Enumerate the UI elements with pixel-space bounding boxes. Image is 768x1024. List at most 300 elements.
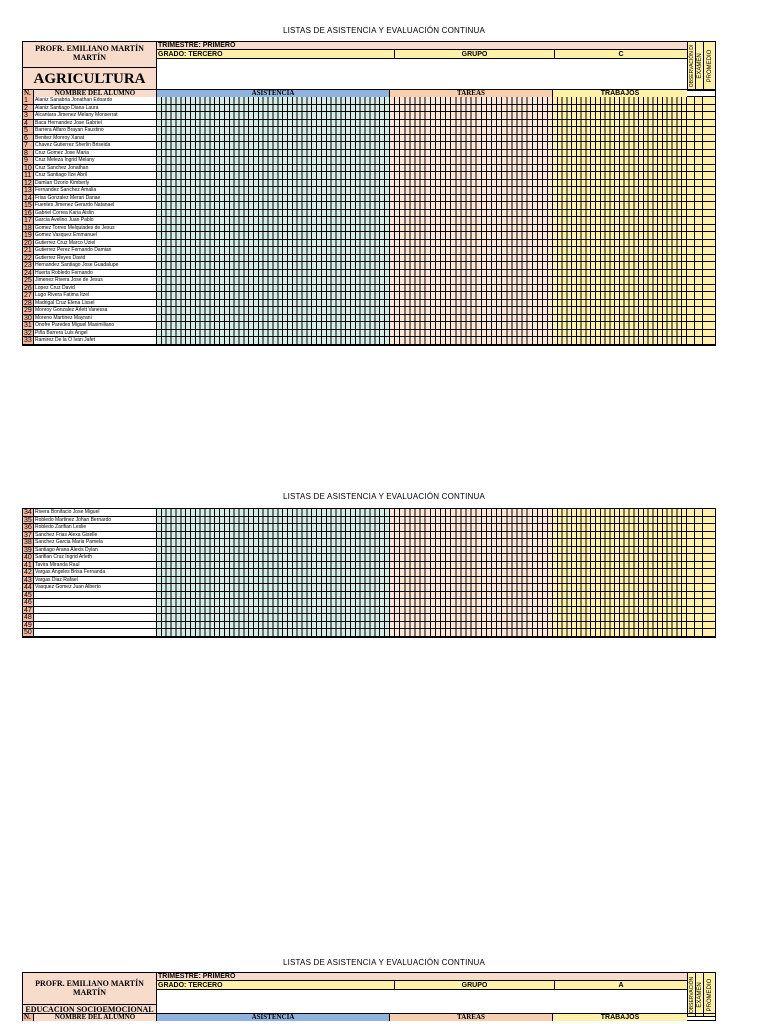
student-name: Gutierrez Perez Fernando Damian — [34, 247, 157, 254]
attendance-cells[interactable] — [157, 554, 390, 561]
work-cells[interactable] — [553, 524, 687, 531]
average-cell[interactable] — [703, 240, 715, 247]
average-cell[interactable] — [703, 277, 715, 284]
work-cells[interactable] — [553, 562, 687, 569]
attendance-cells[interactable] — [157, 322, 390, 329]
average-cell[interactable] — [703, 255, 715, 262]
average-cell[interactable] — [703, 292, 715, 299]
work-cells[interactable] — [553, 225, 687, 232]
col-homework-header: TAREAS — [390, 90, 553, 97]
homework-cells[interactable] — [390, 300, 553, 307]
average-cell[interactable] — [703, 562, 715, 569]
work-cells[interactable] — [553, 105, 687, 112]
homework-cells[interactable] — [390, 607, 553, 614]
work-cells[interactable] — [553, 509, 687, 516]
homework-cells[interactable] — [390, 292, 553, 299]
column-headers — [22, 89, 716, 97]
homework-cells[interactable] — [390, 330, 553, 337]
attendance-cells[interactable] — [157, 569, 390, 576]
student-number: 42 — [23, 569, 34, 576]
average-cell[interactable] — [703, 120, 715, 127]
student-row — [23, 112, 715, 120]
work-cells[interactable] — [553, 300, 687, 307]
homework-cells[interactable] — [390, 614, 553, 621]
work-cells[interactable] — [553, 255, 687, 262]
student-number: 36 — [23, 524, 34, 531]
attendance-cells[interactable] — [157, 300, 390, 307]
attendance-cells[interactable] — [157, 607, 390, 614]
homework-cells[interactable] — [390, 180, 553, 187]
attendance-cells[interactable] — [157, 599, 390, 606]
homework-cells[interactable] — [390, 509, 553, 516]
exam-cell[interactable] — [687, 285, 703, 292]
student-number: 48 — [23, 614, 34, 621]
homework-cells[interactable] — [390, 307, 553, 314]
student-name: Cruz Meleza Ingrid Melany — [34, 157, 157, 164]
exam-cell[interactable] — [687, 524, 703, 531]
homework-cells[interactable] — [390, 217, 553, 224]
homework-cells[interactable] — [390, 97, 553, 104]
homework-cells[interactable] — [390, 532, 553, 539]
exam-cell[interactable] — [687, 614, 703, 621]
work-cells[interactable] — [553, 292, 687, 299]
homework-cells[interactable] — [390, 524, 553, 531]
homework-cells[interactable] — [390, 592, 553, 599]
average-cell[interactable] — [703, 599, 715, 606]
homework-cells[interactable] — [390, 517, 553, 524]
attendance-cells[interactable] — [157, 315, 390, 322]
average-cell[interactable] — [703, 135, 715, 142]
attendance-cells[interactable] — [157, 584, 390, 591]
student-name: Sanchez Garcia Maria Pamela — [34, 539, 157, 546]
attendance-cells[interactable] — [157, 105, 390, 112]
homework-cells[interactable] — [390, 270, 553, 277]
homework-cells[interactable] — [390, 562, 553, 569]
average-cell[interactable] — [703, 195, 715, 202]
work-cells[interactable] — [553, 614, 687, 621]
exam-cell[interactable] — [687, 322, 703, 329]
exam-cell[interactable] — [687, 270, 703, 277]
exam-cell[interactable] — [687, 120, 703, 127]
exam-cell[interactable] — [687, 629, 703, 636]
average-cell[interactable] — [703, 202, 715, 209]
exam-cell[interactable] — [687, 577, 703, 584]
attendance-cells[interactable] — [157, 97, 390, 104]
exam-cell[interactable] — [687, 547, 703, 554]
exam-cell[interactable] — [687, 142, 703, 149]
attendance-cells[interactable] — [157, 292, 390, 299]
work-cells[interactable] — [553, 532, 687, 539]
exam-cell[interactable] — [687, 187, 703, 194]
attendance-cells[interactable] — [157, 509, 390, 516]
student-name — [34, 614, 157, 621]
average-cell[interactable] — [703, 337, 715, 344]
average-cell[interactable] — [703, 532, 715, 539]
average-cell[interactable] — [703, 584, 715, 591]
attendance-cells[interactable] — [157, 270, 390, 277]
average-cell[interactable] — [703, 232, 715, 239]
attendance-sheet-1-continued — [22, 508, 716, 638]
work-cells[interactable] — [553, 112, 687, 119]
average-cell[interactable] — [703, 285, 715, 292]
work-cells[interactable] — [553, 195, 687, 202]
average-cell[interactable] — [703, 217, 715, 224]
student-name — [34, 607, 157, 614]
attendance-cells[interactable] — [157, 330, 390, 337]
homework-cells[interactable] — [390, 142, 553, 149]
attendance-cells[interactable] — [157, 262, 390, 269]
work-cells[interactable] — [553, 165, 687, 172]
homework-cells[interactable] — [390, 187, 553, 194]
student-row — [23, 577, 715, 585]
homework-cells[interactable] — [390, 577, 553, 584]
attendance-cells[interactable] — [157, 532, 390, 539]
average-cell[interactable] — [703, 150, 715, 157]
average-cell[interactable] — [703, 270, 715, 277]
average-cell[interactable] — [703, 622, 715, 629]
student-row — [23, 157, 715, 165]
exam-cell[interactable] — [687, 307, 703, 314]
average-cell[interactable] — [703, 172, 715, 179]
attendance-cells[interactable] — [157, 247, 390, 254]
homework-cells[interactable] — [390, 135, 553, 142]
exam-cell[interactable] — [687, 517, 703, 524]
student-number: 32 — [23, 330, 34, 337]
observation-label: OBSERVACIÓN DI — [688, 44, 695, 88]
exam-cell[interactable] — [687, 569, 703, 576]
work-cells[interactable] — [553, 577, 687, 584]
average-cell[interactable] — [703, 524, 715, 531]
attendance-cells[interactable] — [157, 180, 390, 187]
work-cells[interactable] — [553, 322, 687, 329]
attendance-cells[interactable] — [157, 172, 390, 179]
attendance-cells[interactable] — [157, 517, 390, 524]
exam-cell[interactable] — [687, 337, 703, 344]
homework-cells[interactable] — [390, 622, 553, 629]
work-cells[interactable] — [553, 277, 687, 284]
student-number: 37 — [23, 532, 34, 539]
average-cell[interactable] — [703, 165, 715, 172]
work-cells[interactable] — [553, 217, 687, 224]
homework-cells[interactable] — [390, 232, 553, 239]
work-cells[interactable] — [553, 180, 687, 187]
exam-cell[interactable] — [687, 165, 703, 172]
student-row — [23, 195, 715, 203]
average-cell[interactable] — [703, 187, 715, 194]
average-cell[interactable] — [703, 262, 715, 269]
work-cells[interactable] — [553, 262, 687, 269]
homework-cells[interactable] — [390, 262, 553, 269]
work-cells[interactable] — [553, 517, 687, 524]
work-cells[interactable] — [553, 202, 687, 209]
work-cells[interactable] — [553, 270, 687, 277]
average-cell[interactable] — [703, 547, 715, 554]
student-row — [23, 622, 715, 630]
attendance-cells[interactable] — [157, 240, 390, 247]
exam-cell[interactable] — [687, 217, 703, 224]
exam-cell[interactable] — [687, 277, 703, 284]
exam-cell[interactable] — [687, 315, 703, 322]
student-row — [23, 292, 715, 300]
student-number: 27 — [23, 292, 34, 299]
col-name-header-2: NOMBRE DEL ALUMNO — [34, 1014, 157, 1021]
average-cell[interactable] — [703, 577, 715, 584]
work-cells[interactable] — [553, 120, 687, 127]
exam-cell[interactable] — [687, 255, 703, 262]
exam-cell[interactable] — [687, 172, 703, 179]
homework-cells[interactable] — [390, 569, 553, 576]
exam-cell[interactable] — [687, 210, 703, 217]
homework-cells[interactable] — [390, 150, 553, 157]
work-cells[interactable] — [553, 127, 687, 134]
student-number: 18 — [23, 225, 34, 232]
student-number: 24 — [23, 270, 34, 277]
homework-cells[interactable] — [390, 112, 553, 119]
trimester-label: TRIMESTRE: PRIMERO — [157, 42, 687, 50]
average-cell[interactable] — [703, 539, 715, 546]
homework-cells[interactable] — [390, 255, 553, 262]
attendance-cells[interactable] — [157, 165, 390, 172]
average-cell[interactable] — [703, 554, 715, 561]
work-cells[interactable] — [553, 330, 687, 337]
attendance-cells[interactable] — [157, 127, 390, 134]
homework-cells[interactable] — [390, 584, 553, 591]
attendance-cells[interactable] — [157, 112, 390, 119]
work-cells[interactable] — [553, 135, 687, 142]
student-row — [23, 210, 715, 218]
exam-cell[interactable] — [687, 330, 703, 337]
homework-cells[interactable] — [390, 315, 553, 322]
homework-cells[interactable] — [390, 120, 553, 127]
average-cell[interactable] — [703, 105, 715, 112]
attendance-cells[interactable] — [157, 225, 390, 232]
work-cells[interactable] — [553, 599, 687, 606]
student-name: Onofre Paredes Miguel Maximiliano — [34, 322, 157, 329]
attendance-cells[interactable] — [157, 337, 390, 344]
exam-cell[interactable] — [687, 622, 703, 629]
work-cells[interactable] — [553, 150, 687, 157]
attendance-cells[interactable] — [157, 150, 390, 157]
homework-cells[interactable] — [390, 225, 553, 232]
homework-cells[interactable] — [390, 210, 553, 217]
group-value: C — [618, 51, 624, 58]
attendance-cells[interactable] — [157, 135, 390, 142]
student-row — [23, 629, 715, 637]
attendance-cells[interactable] — [157, 142, 390, 149]
exam-cell[interactable] — [687, 532, 703, 539]
subject-name: AGRICULTURA — [23, 67, 157, 90]
exam-cell[interactable] — [687, 202, 703, 209]
homework-cells[interactable] — [390, 547, 553, 554]
exam-cell[interactable] — [687, 262, 703, 269]
attendance-cells[interactable] — [157, 210, 390, 217]
exam-column-header-2 — [695, 973, 703, 1016]
average-cell[interactable] — [703, 322, 715, 329]
attendance-cells[interactable] — [157, 120, 390, 127]
average-cell[interactable] — [703, 569, 715, 576]
exam-cell[interactable] — [687, 150, 703, 157]
attendance-cells[interactable] — [157, 539, 390, 546]
student-row — [23, 285, 715, 293]
exam-cell[interactable] — [687, 127, 703, 134]
homework-cells[interactable] — [390, 127, 553, 134]
average-cell[interactable] — [703, 517, 715, 524]
attendance-cells[interactable] — [157, 255, 390, 262]
attendance-cells[interactable] — [157, 217, 390, 224]
student-row — [23, 330, 715, 338]
exam-cell[interactable] — [687, 599, 703, 606]
student-number: 30 — [23, 315, 34, 322]
homework-cells[interactable] — [390, 285, 553, 292]
average-cell[interactable] — [703, 247, 715, 254]
homework-cells[interactable] — [390, 322, 553, 329]
homework-cells[interactable] — [390, 165, 553, 172]
group-value-2: A — [618, 982, 624, 989]
student-name: Fuentes Jimenez Gerardo Natanael — [34, 202, 157, 209]
average-cell[interactable] — [703, 112, 715, 119]
average-cell[interactable] — [703, 607, 715, 614]
homework-cells[interactable] — [390, 554, 553, 561]
col-work-header-2: TRABAJOS — [553, 1014, 687, 1021]
work-cells[interactable] — [553, 547, 687, 554]
work-cells[interactable] — [553, 210, 687, 217]
average-cell[interactable] — [703, 142, 715, 149]
homework-cells[interactable] — [390, 247, 553, 254]
average-cell[interactable] — [703, 614, 715, 621]
attendance-cells[interactable] — [157, 195, 390, 202]
work-cells[interactable] — [553, 622, 687, 629]
homework-cells[interactable] — [390, 599, 553, 606]
attendance-cells[interactable] — [157, 592, 390, 599]
average-cell[interactable] — [703, 180, 715, 187]
exam-column-header — [695, 42, 703, 90]
exam-cell[interactable] — [687, 195, 703, 202]
average-cell[interactable] — [703, 307, 715, 314]
homework-cells[interactable] — [390, 172, 553, 179]
attendance-cells[interactable] — [157, 232, 390, 239]
average-cell[interactable] — [703, 225, 715, 232]
work-cells[interactable] — [553, 307, 687, 314]
attendance-cells[interactable] — [157, 202, 390, 209]
work-cells[interactable] — [553, 247, 687, 254]
exam-cell[interactable] — [687, 562, 703, 569]
student-number: 8 — [23, 150, 34, 157]
work-cells[interactable] — [553, 315, 687, 322]
exam-cell[interactable] — [687, 180, 703, 187]
average-cell[interactable] — [703, 300, 715, 307]
homework-cells[interactable] — [390, 629, 553, 636]
average-cell[interactable] — [703, 629, 715, 636]
exam-cell[interactable] — [687, 592, 703, 599]
group-label: GRUPO — [395, 50, 555, 59]
attendance-sheet-1 — [22, 41, 716, 346]
exam-cell[interactable] — [687, 292, 703, 299]
exam-cell[interactable] — [687, 157, 703, 164]
average-cell[interactable] — [703, 127, 715, 134]
work-cells[interactable] — [553, 337, 687, 344]
work-cells[interactable] — [553, 629, 687, 636]
exam-cell[interactable] — [687, 225, 703, 232]
attendance-cells[interactable] — [157, 577, 390, 584]
work-cells[interactable] — [553, 569, 687, 576]
observation-label-2: OBSERVACIÓN — [688, 976, 695, 1013]
student-row — [23, 547, 715, 555]
exam-cell[interactable] — [687, 607, 703, 614]
attendance-cells[interactable] — [157, 614, 390, 621]
exam-cell[interactable] — [687, 539, 703, 546]
exam-cell[interactable] — [687, 105, 703, 112]
average-cell[interactable] — [703, 97, 715, 104]
work-cells[interactable] — [553, 554, 687, 561]
exam-cell[interactable] — [687, 247, 703, 254]
work-cells[interactable] — [553, 97, 687, 104]
average-cell[interactable] — [703, 157, 715, 164]
attendance-cells[interactable] — [157, 187, 390, 194]
student-number: 23 — [23, 262, 34, 269]
exam-cell[interactable] — [687, 509, 703, 516]
exam-cell[interactable] — [687, 584, 703, 591]
column-headers-2 — [22, 1013, 716, 1021]
homework-cells[interactable] — [390, 195, 553, 202]
work-cells[interactable] — [553, 142, 687, 149]
average-cell[interactable] — [703, 592, 715, 599]
attendance-cells[interactable] — [157, 524, 390, 531]
work-cells[interactable] — [553, 232, 687, 239]
work-cells[interactable] — [553, 157, 687, 164]
work-cells[interactable] — [553, 584, 687, 591]
work-cells[interactable] — [553, 187, 687, 194]
homework-cells[interactable] — [390, 105, 553, 112]
homework-cells[interactable] — [390, 277, 553, 284]
exam-cell[interactable] — [687, 232, 703, 239]
exam-cell[interactable] — [687, 112, 703, 119]
homework-cells[interactable] — [390, 539, 553, 546]
work-cells[interactable] — [553, 592, 687, 599]
work-cells[interactable] — [553, 172, 687, 179]
attendance-cells[interactable] — [157, 622, 390, 629]
attendance-cells[interactable] — [157, 562, 390, 569]
work-cells[interactable] — [553, 607, 687, 614]
attendance-cells[interactable] — [157, 547, 390, 554]
exam-cell[interactable] — [687, 240, 703, 247]
average-cell[interactable] — [703, 330, 715, 337]
exam-cell[interactable] — [687, 97, 703, 104]
student-row — [23, 300, 715, 308]
exam-cell[interactable] — [687, 135, 703, 142]
student-name: Piña Barrera Luis Angel — [34, 330, 157, 337]
exam-cell[interactable] — [687, 554, 703, 561]
student-number: 14 — [23, 195, 34, 202]
attendance-cells[interactable] — [157, 629, 390, 636]
exam-cell[interactable] — [687, 300, 703, 307]
attendance-cells[interactable] — [157, 277, 390, 284]
work-cells[interactable] — [553, 285, 687, 292]
attendance-cells[interactable] — [157, 307, 390, 314]
homework-cells[interactable] — [390, 240, 553, 247]
homework-cells[interactable] — [390, 202, 553, 209]
average-cell[interactable] — [703, 210, 715, 217]
work-cells[interactable] — [553, 539, 687, 546]
student-name: Sanchez Frias Alexa Giselle — [34, 532, 157, 539]
average-cell[interactable] — [703, 509, 715, 516]
average-cell[interactable] — [703, 315, 715, 322]
student-name: Baca Hernandez Jose Gabriel — [34, 120, 157, 127]
attendance-cells[interactable] — [157, 157, 390, 164]
attendance-cells[interactable] — [157, 285, 390, 292]
homework-cells[interactable] — [390, 157, 553, 164]
work-cells[interactable] — [553, 240, 687, 247]
homework-cells[interactable] — [390, 337, 553, 344]
